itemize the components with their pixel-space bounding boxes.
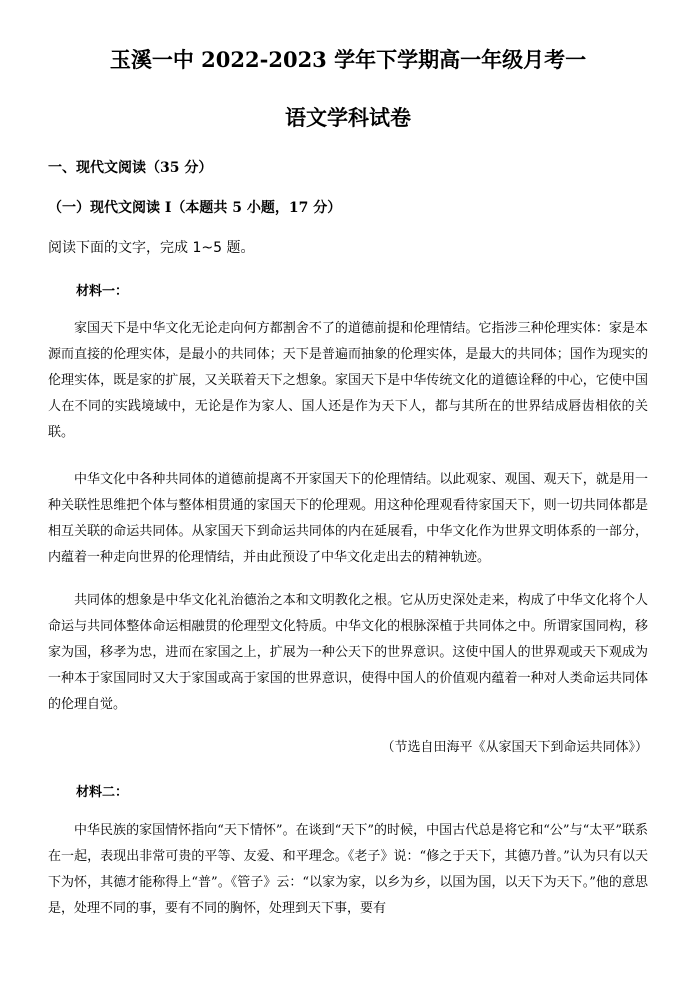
section-heading: 一、现代文阅读（35 分） bbox=[48, 160, 213, 176]
subsection-heading: （一）现代文阅读 I（本题共 5 小题，17 分） bbox=[48, 200, 342, 216]
material-one-paragraph-3: 共同体的想象是中华文化礼治德治之本和文明教化之根。它从历史深处走来，构成了中华文化将个人命运与共同体整体命运相融贯的伦理型文化特质。中华文化的根脉深植于共同体之中。所谓家国同构，移家为国，移孝为忠，进而在家国之上，扩展为一种公天下的世界意识。这使中国人的世界观或天下观成为一种本于家国同时又大于家国或高于家国的世界意识，使得中国人的价值观内蕴着一种对人类命运共同体的伦理自觉。 bbox=[48, 593, 648, 712]
material-two-paragraph-1: 中华民族的家国情怀指向“天下情怀”。在谈到“天下”的时候，中国古代总是将它和“公”与“太平”联系在一起，表现出非常可贵的平等、友爱、和平理念。《老子》说：“修之于天下，其德乃普。”认为只有以天下为怀，其德才能称得上“普”。《管子》云：“以家为家，以乡为乡，以国为国，以天下为天下。”他的意思是，处理不同的事，要有不同的胸怀，处理到天下事，要有 bbox=[48, 823, 648, 916]
material-one-paragraph-1: 家国天下是中华文化无论走向何方都割舍不了的道德前提和伦理情结。它指涉三种伦理实体：家是本源而直接的伦理实体，是最小的共同体；天下是普遍而抽象的伦理实体，是最大的共同体；国作为现实的伦理实体，既是家的扩展，又关联着天下之想象。家国天下是中华传统文化的道德诠释的中心，它使中国人在不同的实践境域中，无论是作为家人、国人还是作为天下人，都与其所在的世界结成唇齿相依的关联。 bbox=[48, 321, 648, 440]
reading-instruction: 阅读下面的文字，完成 1~5 题。 bbox=[48, 240, 255, 256]
exam-subtitle: 语文学科试卷 bbox=[285, 105, 411, 130]
material-one-label: 材料一： bbox=[76, 284, 129, 299]
material-one-source: （节选自田海平《从家国天下到命运共同体》） bbox=[381, 740, 648, 755]
material-two-label: 材料二： bbox=[76, 785, 129, 800]
material-one-paragraph-2: 中华文化中各种共同体的道德前提离不开家国天下的伦理情结。以此观家、观国、观天下，就是用一种关联性思维把个体与整体相贯通的家国天下的伦理观。用这种伦理观看待家国天下，则一切共同体都是相互关联的命运共同体。从家国天下到命运共同体的内在延展看，中华文化作为世界文明体系的一部分，内蕴着一种走向世界的伦理情结，并由此预设了中华文化走出去的精神轨迹。 bbox=[48, 472, 648, 565]
exam-title: 玉溪一中 2022-2023 学年下学期高一年级月考一 bbox=[109, 47, 587, 72]
